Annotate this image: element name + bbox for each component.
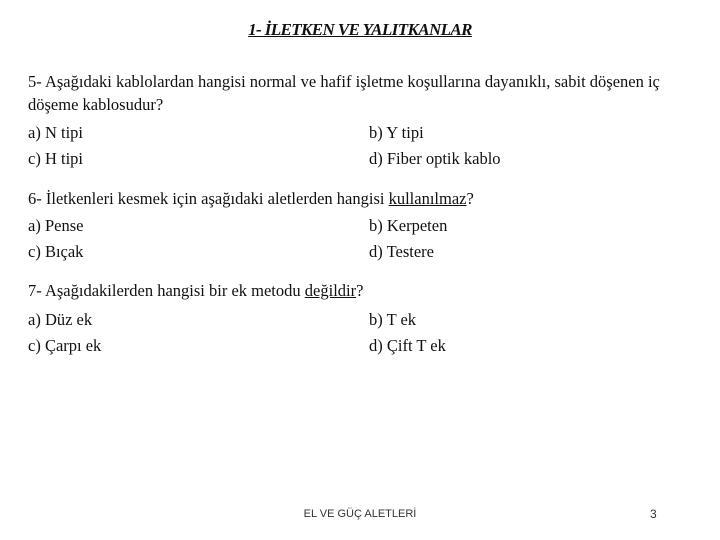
question-7-options (28, 310, 688, 362)
question-7-text-end: ? (356, 281, 364, 300)
question-5-options (28, 123, 688, 175)
question-7-text: 7- Aşağıdakilerden hangisi bir ek metodu (28, 281, 305, 300)
option-6c: c) Bıçak (28, 242, 84, 261)
question-5-text: 5- Aşağıdaki kablolardan hangisi normal ve hafif işletme koşullarına dayanıklı, sabit döşenen iç döşeme kablosudur? (28, 72, 660, 114)
option-5a: a) N tipi (28, 123, 83, 142)
question-5 (28, 70, 688, 116)
option-6b: b) Kerpeten (369, 216, 448, 235)
option-7d: d) Çift T ek (369, 336, 446, 355)
option-7a: a) Düz ek (28, 310, 93, 329)
option-5b: b) Y tipi (369, 123, 424, 142)
option-6a: a) Pense (28, 216, 84, 235)
option-7c: c) Çarpı ek (28, 336, 102, 355)
question-6-text-end: ? (466, 189, 474, 208)
option-5d: d) Fiber optik kablo (369, 149, 501, 168)
question-7-emphasis: değildir (304, 281, 357, 300)
option-5c: c) H tipi (28, 149, 83, 168)
footer-text: EL VE GÜÇ ALETLERİ (303, 508, 417, 520)
question-6 (28, 187, 688, 210)
option-6d: d) Testere (369, 242, 434, 261)
option-7b: b) T ek (369, 310, 417, 329)
question-6-emphasis: kullanılmaz (388, 189, 467, 208)
page-title: 1- İLETKEN VE YALITKANLAR (248, 20, 472, 39)
page-number: 3 (650, 507, 657, 521)
question-6-options (28, 216, 688, 268)
question-7 (28, 279, 688, 302)
question-6-text: 6- İletkenleri kesmek için aşağıdaki aletlerden hangisi (28, 189, 389, 208)
